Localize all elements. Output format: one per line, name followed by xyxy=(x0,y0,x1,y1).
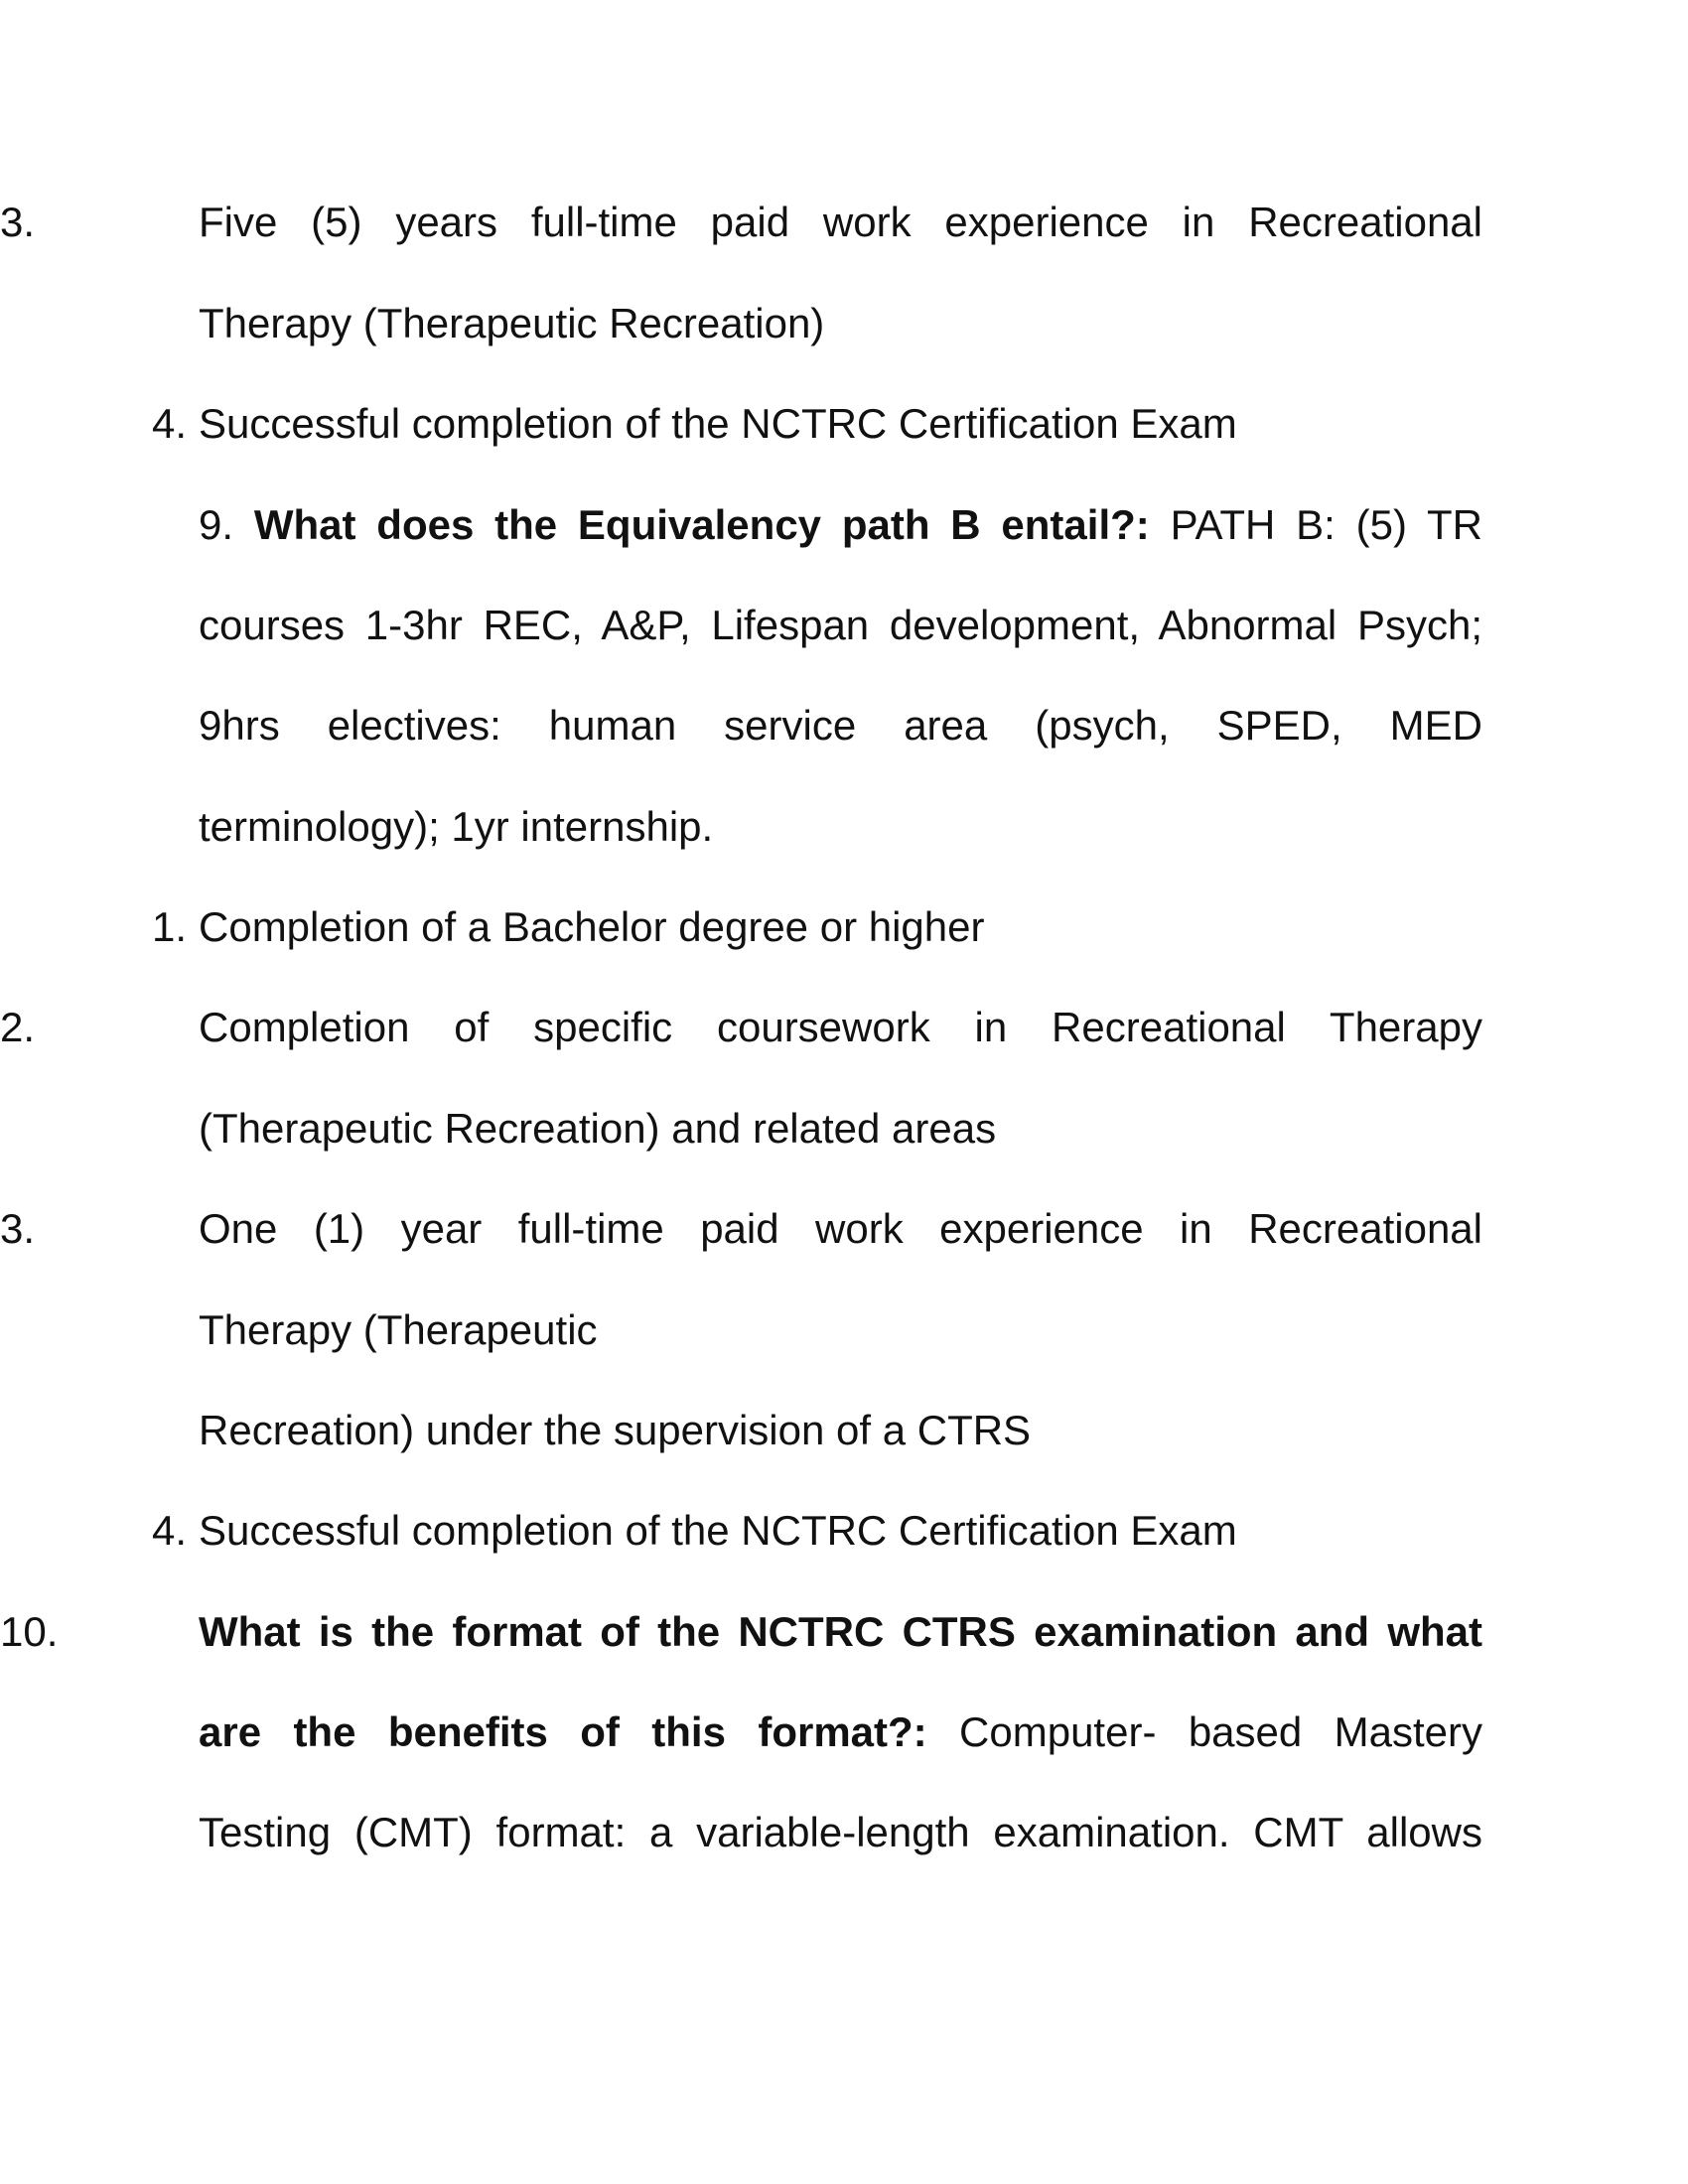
list-item-continuation xyxy=(199,1105,1482,1153)
line-text: Successful completion of the NCTRC Certification Exam xyxy=(199,400,1237,447)
question-text: are the benefits of this format?: xyxy=(199,1708,927,1755)
question-text: What does the Equivalency path B entail?: xyxy=(253,501,1150,548)
line-text: courses 1-3hr REC, A&P, Lifespan development, Abnormal Psych; xyxy=(199,602,1482,648)
list-number: 4. xyxy=(151,1507,187,1554)
list-item xyxy=(0,1004,1482,1051)
question-text: What is the format of the NCTRC CTRS examination and what xyxy=(199,1608,1482,1655)
answer-text: Computer- based Mastery xyxy=(926,1708,1482,1755)
answer-continuation xyxy=(199,602,1482,649)
question-item xyxy=(199,501,1482,549)
list-number: 1. xyxy=(151,903,187,950)
line-text: Recreation) under the supervision of a CTRS xyxy=(199,1407,1032,1453)
question-number: 9. xyxy=(199,501,254,548)
answer-text: PATH B: (5) TR xyxy=(1149,501,1482,548)
list-number: 4. xyxy=(151,400,187,447)
answer-continuation xyxy=(199,702,1482,750)
line-text: Five (5) years full-time paid work experience in Recreational xyxy=(199,199,1482,245)
line-text: Completion of a Bachelor degree or higher xyxy=(199,903,985,950)
list-item xyxy=(151,903,1482,951)
list-item xyxy=(0,199,1482,246)
line-text: 9hrs electives: human service area (psych, SPED, MED xyxy=(199,702,1482,749)
list-item xyxy=(151,400,1482,448)
line-text: Successful completion of the NCTRC Certification Exam xyxy=(199,1507,1237,1554)
answer-continuation xyxy=(199,803,1482,851)
list-item-continuation xyxy=(199,300,1482,347)
list-item xyxy=(0,1205,1482,1253)
answer-continuation xyxy=(199,1809,1482,1856)
question-continuation xyxy=(199,1708,1482,1756)
line-text: (Therapeutic Recreation) and related areas xyxy=(199,1105,997,1152)
line-text: Testing (CMT) format: a variable-length examination. CMT allows xyxy=(199,1809,1482,1855)
list-item-continuation xyxy=(199,1407,1482,1454)
line-text: Completion of specific coursework in Recreational Therapy xyxy=(199,1004,1482,1050)
list-number: 3. xyxy=(0,199,36,245)
list-item xyxy=(151,1507,1482,1555)
list-item-continuation xyxy=(199,1306,1482,1354)
line-text: Therapy (Therapeutic xyxy=(199,1306,598,1353)
line-text: One (1) year full-time paid work experience in Recreational xyxy=(199,1205,1482,1252)
line-text: terminology); 1yr internship. xyxy=(199,803,714,850)
list-number: 3. xyxy=(0,1205,36,1252)
question-item xyxy=(0,1608,1482,1656)
list-number: 2. xyxy=(0,1004,36,1050)
line-text: Therapy (Therapeutic Recreation) xyxy=(199,300,825,346)
question-number: 10. xyxy=(0,1608,59,1655)
